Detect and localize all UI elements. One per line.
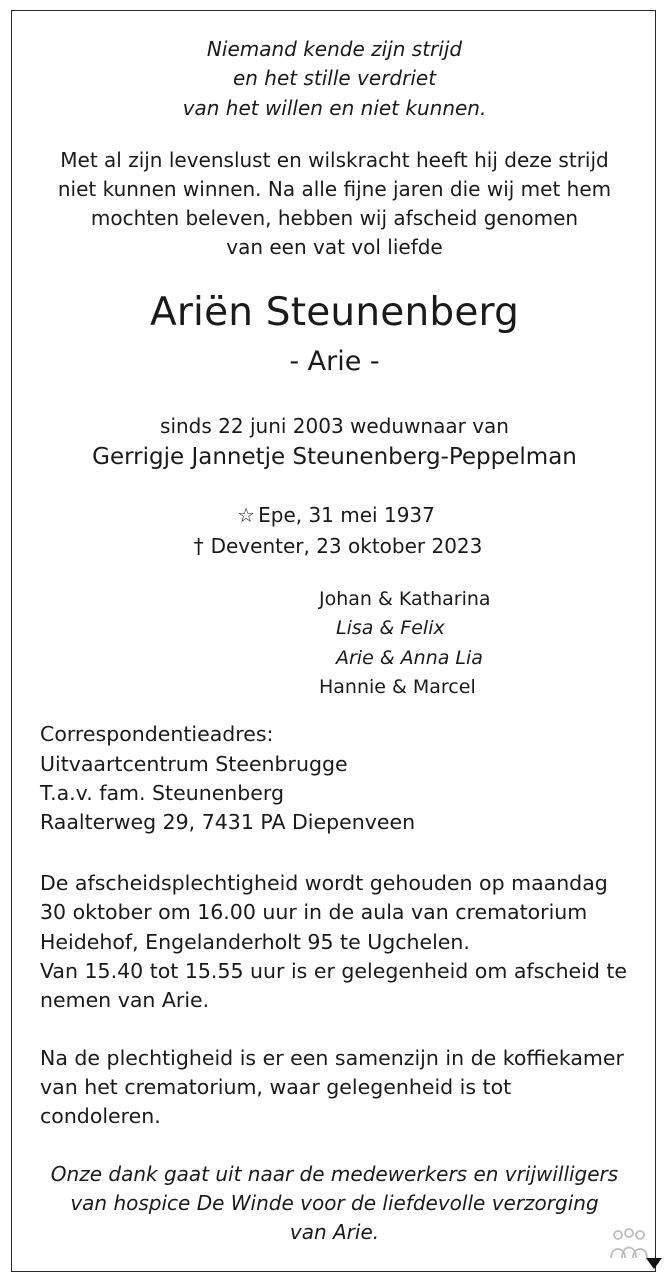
poem-line: Niemand kende zijn strijd bbox=[206, 37, 463, 61]
intro-line: Met al zijn levenslust en wilskracht heeft hij deze strijd bbox=[60, 148, 609, 172]
birth-date: Epe, 31 mei 1937 bbox=[258, 503, 435, 527]
after-line: van het crematorium, waar gelegenheid is tot bbox=[40, 1075, 512, 1099]
death-line bbox=[0, 532, 669, 561]
ceremony-line: nemen van Arie. bbox=[40, 988, 210, 1012]
after-line: Na de plechtigheid is er een samenzijn in de koffiekamer bbox=[40, 1046, 624, 1070]
widower-line: sinds 22 juni 2003 weduwnaar van bbox=[160, 414, 509, 438]
poem-line: en het stille verdriet bbox=[232, 66, 437, 90]
intro-line: mochten beleven, hebben wij afscheid genomen bbox=[90, 206, 579, 230]
death-date: Deventer, 23 oktober 2023 bbox=[210, 534, 483, 558]
ceremony-line: Heidehof, Engelanderholt 95 te Ugchelen. bbox=[40, 930, 470, 954]
correspondence-line: Raalterweg 29, 7431 PA Diepenveen bbox=[40, 810, 416, 834]
people-group-logo-icon bbox=[608, 1228, 650, 1260]
correspondence-line: T.a.v. fam. Steunenberg bbox=[40, 781, 284, 805]
after-line: condoleren. bbox=[40, 1104, 161, 1128]
deceased-name: Ariën Steunenberg bbox=[149, 290, 520, 335]
cross-icon: † bbox=[193, 534, 204, 558]
thanks-line: Onze dank gaat uit naar de medewerkers en vrijwilligers bbox=[50, 1162, 619, 1186]
birth-line bbox=[0, 501, 669, 530]
intro-line: van een vat vol liefde bbox=[226, 235, 443, 259]
ceremony-line: 30 oktober om 16.00 uur in de aula van crematorium bbox=[40, 900, 588, 924]
family-member: Johan & Katharina bbox=[319, 588, 491, 610]
family-member: Hannie & Marcel bbox=[319, 676, 476, 698]
correspondence-line: Uitvaartcentrum Steenbrugge bbox=[40, 752, 348, 776]
correspondence-line: Correspondentieadres: bbox=[40, 722, 274, 746]
arrow-down-icon[interactable] bbox=[646, 1258, 662, 1269]
family-member: Arie & Anna Lia bbox=[336, 647, 483, 669]
poem-line: van het willen en niet kunnen. bbox=[182, 96, 487, 120]
ceremony-line: De afscheidsplechtigheid wordt gehouden op maandag bbox=[40, 871, 608, 895]
ceremony-line: Van 15.40 tot 15.55 uur is er gelegenheid om afscheid te bbox=[40, 959, 628, 983]
thanks-line: van hospice De Winde voor de liefdevolle verzorging bbox=[70, 1191, 599, 1215]
star-icon: ☆ bbox=[237, 503, 256, 527]
spouse-name: Gerrigje Jannetje Steunenberg-Peppelman bbox=[92, 444, 577, 470]
thanks-line: van Arie. bbox=[289, 1220, 380, 1244]
family-member: Lisa & Felix bbox=[336, 617, 445, 639]
intro-line: niet kunnen winnen. Na alle fijne jaren die wij met hem bbox=[57, 177, 612, 201]
deceased-nickname: - Arie - bbox=[289, 346, 380, 377]
